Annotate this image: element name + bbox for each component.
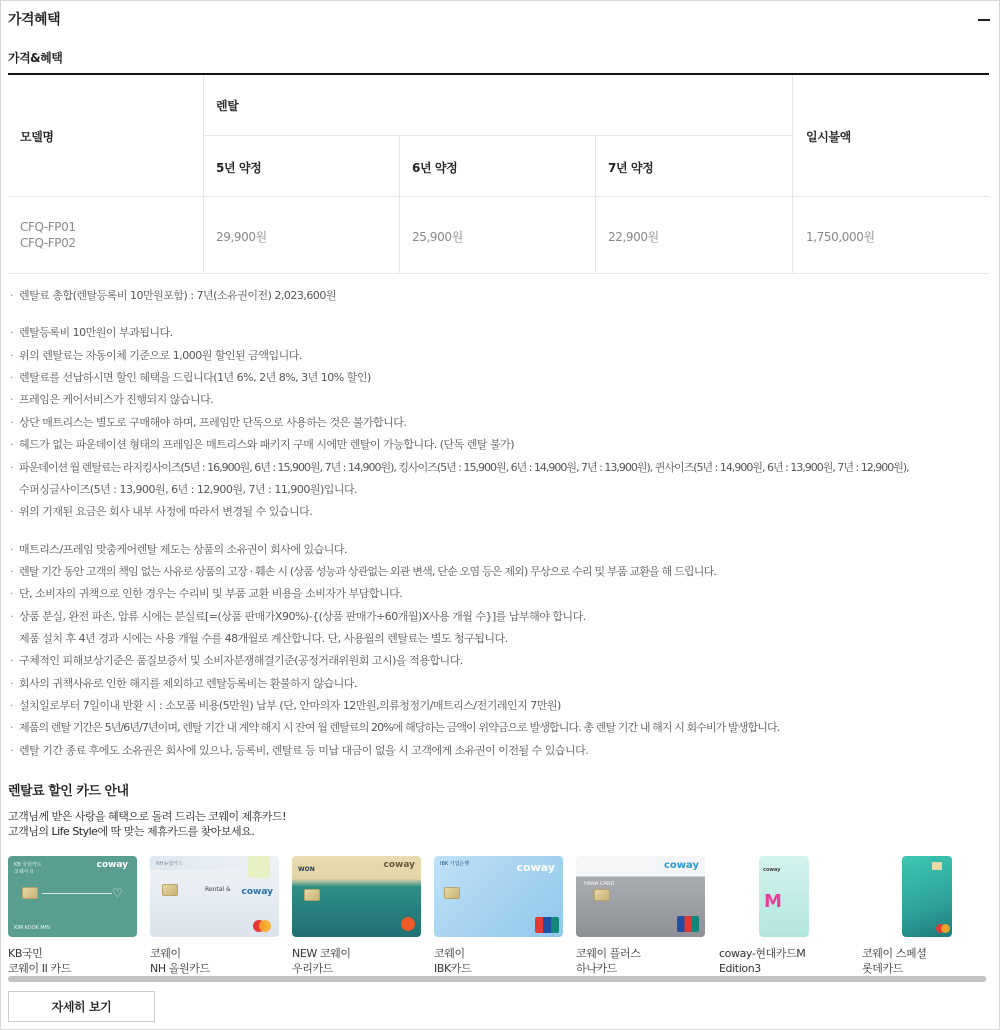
rental-header: 렌탈 bbox=[216, 99, 239, 113]
card-label: KB국민 코웨이 II 카드 bbox=[8, 947, 72, 975]
note-item: · 위의 기재된 요금은 회사 내부 사정에 따라서 변경될 수 있습니다. bbox=[10, 505, 313, 518]
table-divider bbox=[8, 196, 989, 197]
chip-icon bbox=[304, 889, 320, 901]
chip-icon bbox=[162, 884, 178, 896]
card-intro: 고객님께 받은 사랑을 혜택으로 돌려 드리는 코웨이 제휴카드! bbox=[8, 810, 287, 823]
term-header: 6년 약정 bbox=[412, 161, 458, 175]
chip-icon bbox=[594, 889, 610, 901]
note-continuation: 수퍼싱글사이즈(5년 : 13,900원, 6년 : 12,900원, 7년 : 11,900원)입니다. bbox=[19, 483, 358, 496]
note-item: · 제품의 렌탈 기간은 5년/6년/7년이며, 렌탈 기간 내 계약 해지 시 잔여 월 렌탈료의 20%에 해당하는 금액이 위약금으로 발생합니다. 총 렌탈 기간 내 해지 시 회수비가 발생합니다. bbox=[10, 721, 780, 734]
card-section-title: 렌탈료 할인 카드 안내 bbox=[8, 784, 129, 799]
note-item: · 상품 분실, 완전 파손, 압류 시에는 분실료[=(상품 판매가X90%)-{(상품 판매가÷60개월)X사용 개월 수}]를 납부해야 합니다. bbox=[10, 610, 586, 623]
term-header: 5년 약정 bbox=[216, 161, 262, 175]
note-item: · 렌탈등록비 10만원이 부과됩니다. bbox=[10, 326, 173, 339]
table-divider bbox=[792, 75, 793, 273]
card-ibk[interactable]: IBK 기업은행 coway bbox=[434, 856, 563, 937]
card-label: NEW 코웨이 우리카드 bbox=[292, 947, 351, 975]
section-subtitle: 가격&혜택 bbox=[8, 51, 63, 65]
unionpay-icon bbox=[535, 917, 559, 933]
model-name: CFQ-FP01 bbox=[20, 220, 76, 234]
note-item: · 렌탈료 총합(렌탈등록비 10만원포함) : 7년(소유권이전) 2,023,600원 bbox=[10, 289, 336, 302]
section-divider bbox=[8, 73, 989, 75]
card-scrollbar-thumb[interactable] bbox=[8, 976, 986, 982]
brand-logo: coway bbox=[763, 867, 781, 873]
note-item: · 설치일로부터 7일이내 반환 시 : 소모품 비용(5만원) 납부 (단, 안마의자 12만원,의류청정기/매트리스/전기레인지 7만원) bbox=[10, 699, 561, 712]
card-nh[interactable]: NH농협카드 Rental & coway bbox=[150, 856, 279, 937]
note-item: · 렌탈료를 선납하시면 할인 혜택을 드립니다(1년 6%, 2년 8%, 3년 10% 할인) bbox=[10, 371, 371, 384]
rental-price: 22,900원 bbox=[608, 230, 659, 244]
mastercard-icon bbox=[936, 924, 950, 933]
note-item: · 회사의 귀책사유로 인한 해지를 제외하고 렌탈등록비는 환불하지 않습니다. bbox=[10, 677, 357, 690]
table-divider bbox=[203, 75, 204, 273]
card-intro: 고객님의 Life Style에 딱 맞는 제휴카드를 찾아보세요. bbox=[8, 825, 255, 838]
note-item: · 렌탈 기간 종료 후에도 소유권은 회사에 있으나, 등록비, 렌탈료 등 미납 대금이 없을 시 고객에게 소유권이 이전될 수 있습니다. bbox=[10, 744, 589, 757]
note-item: · 헤드가 없는 파운데이션 형태의 프레임은 매트리스와 패키지 구매 시에만 렌탈이 가능합니다. (단독 렌탈 불가) bbox=[10, 438, 515, 451]
note-item: · 렌탈 기간 동안 고객의 책임 없는 사유로 상품의 고장 · 훼손 시 (상품 성능과 상관없는 외관 변색, 단순 오염 등은 제외) 무상으로 수리 및 부품 교환을 해 드립니다. bbox=[10, 565, 717, 578]
card-woori[interactable]: WON coway bbox=[292, 856, 421, 937]
note-item: · 단, 소비자의 귀책으로 인한 경우는 수리비 및 부품 교환 비용을 소비자가 부담합니다. bbox=[10, 587, 403, 600]
note-item: · 위의 렌탈료는 자동이체 기준으로 1,000원 할인된 금액입니다. bbox=[10, 349, 302, 362]
model-header: 모델명 bbox=[20, 130, 54, 144]
card-lotte[interactable] bbox=[902, 856, 952, 937]
badge-icon bbox=[248, 856, 270, 878]
table-divider bbox=[399, 136, 400, 273]
note-item: · 파운데이션 월 렌탈료는 라지킹사이즈(5년 : 16,900원, 6년 : 15,900원, 7년 : 14,900원), 킹사이즈(5년 : 15,900원, 6년 : 14,900원, 7년 : 13,900원), 퀸사이즈(5년 : 14,900원, 6년 : 13,900원, 7년 : 12,900원), bbox=[10, 461, 909, 474]
lump-sum-header: 일시불액 bbox=[806, 130, 851, 144]
view-more-button[interactable]: 자세히 보기 bbox=[8, 991, 155, 1022]
brand-logo: coway bbox=[383, 860, 415, 870]
card-label: 코웨이 IBK카드 bbox=[434, 947, 472, 975]
table-divider bbox=[8, 273, 989, 274]
note-item: · 프레임은 케어서비스가 진행되지 않습니다. bbox=[10, 393, 214, 406]
rental-price: 25,900원 bbox=[412, 230, 463, 244]
lump-sum-price: 1,750,000원 bbox=[806, 230, 875, 244]
card-hana[interactable]: coway HANA CARD bbox=[576, 856, 705, 937]
heart-icon: ♡ bbox=[112, 886, 123, 900]
brand-logo: coway bbox=[241, 887, 273, 897]
chip-icon bbox=[22, 887, 38, 899]
minus-icon[interactable] bbox=[978, 19, 990, 21]
chip-icon bbox=[444, 887, 460, 899]
mastercard-icon bbox=[253, 920, 271, 932]
card-label: 코웨이 플러스 하나카드 bbox=[576, 947, 641, 975]
rental-price: 29,900원 bbox=[216, 230, 267, 244]
brand-logo: coway bbox=[664, 860, 699, 871]
card-label: coway-현대카드M Edition3 bbox=[719, 947, 806, 975]
note-item: · 상단 매트리스는 별도로 구매해야 하며, 프레임만 단독으로 사용하는 것은 불가합니다. bbox=[10, 416, 407, 429]
card-kb[interactable]: KB 국민카드 코웨이 II coway ♡ KIM KOOK MIN bbox=[8, 856, 137, 937]
term-header: 7년 약정 bbox=[608, 161, 654, 175]
section-title: 가격혜택 bbox=[8, 12, 61, 28]
note-continuation: 제품 설치 후 4년 경과 시에는 사용 개월 수를 48개월로 계산합니다. 단, 사용월의 렌탈료는 별도 청구됩니다. bbox=[19, 632, 508, 645]
brand-logo: coway bbox=[516, 861, 555, 874]
card-label: 코웨이 스페셜 롯데카드 bbox=[862, 947, 927, 975]
bc-icon bbox=[401, 917, 415, 931]
jcb-icon bbox=[677, 916, 699, 932]
card-hyundai[interactable]: coway M bbox=[759, 856, 809, 937]
chip-icon bbox=[932, 862, 942, 870]
note-item: · 구체적인 피해보상기준은 품질보증서 및 소비자분쟁해결기준(공정거래위원회 고시)을 적용합니다. bbox=[10, 654, 463, 667]
note-item: · 매트리스/프레임 맞춤케어렌탈 제도는 상품의 소유권이 회사에 있습니다. bbox=[10, 543, 347, 556]
model-name: CFQ-FP02 bbox=[20, 236, 76, 250]
table-divider bbox=[595, 136, 596, 273]
table-divider bbox=[204, 135, 792, 136]
brand-logo: coway bbox=[96, 860, 128, 870]
card-label: 코웨이 NH 올원카드 bbox=[150, 947, 210, 975]
